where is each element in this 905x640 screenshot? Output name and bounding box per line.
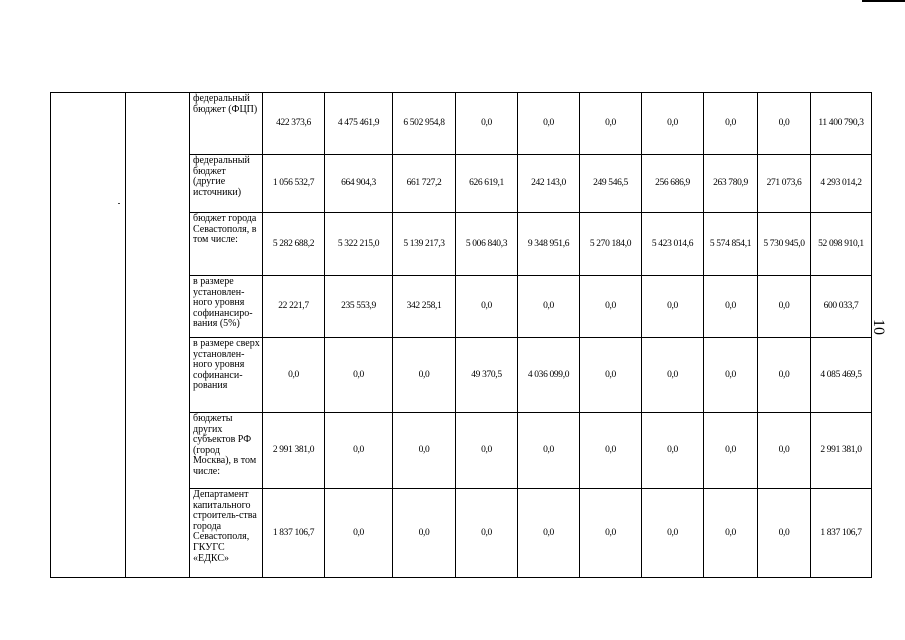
value-cell: 0,0 bbox=[393, 489, 456, 578]
value-cell: 271 073,6 bbox=[758, 155, 811, 213]
row-label: федеральный бюджет (другие источники) bbox=[190, 155, 263, 213]
value-cell: 0,0 bbox=[758, 93, 811, 155]
row-label: в размере сверх установлен-ного уровня софинанси-рования bbox=[190, 338, 263, 413]
value-cell: 0,0 bbox=[580, 276, 642, 338]
value-cell: 342 258,1 bbox=[393, 276, 456, 338]
row-total-cell: 4 293 014,2 bbox=[811, 155, 872, 213]
value-cell: 0,0 bbox=[642, 276, 704, 338]
value-cell: 5 270 184,0 bbox=[580, 213, 642, 276]
value-cell: 0,0 bbox=[263, 338, 325, 413]
value-cell: 0,0 bbox=[642, 338, 704, 413]
value-cell: 0,0 bbox=[580, 338, 642, 413]
row-total-cell: 4 085 469,5 bbox=[811, 338, 872, 413]
value-cell: 0,0 bbox=[325, 338, 393, 413]
value-cell: 0,0 bbox=[580, 413, 642, 489]
value-cell: 4 036 099,0 bbox=[518, 338, 580, 413]
value-cell: 422 373,6 bbox=[263, 93, 325, 155]
value-cell: 0,0 bbox=[393, 413, 456, 489]
row-total-cell: 52 098 910,1 bbox=[811, 213, 872, 276]
value-cell: 0,0 bbox=[642, 413, 704, 489]
value-cell: 249 546,5 bbox=[580, 155, 642, 213]
row-label: бюджеты других субъектов РФ (город Москва), в том числе: bbox=[190, 413, 263, 489]
value-cell: 0,0 bbox=[456, 489, 518, 578]
value-cell: 6 502 954,8 bbox=[393, 93, 456, 155]
value-cell: 0,0 bbox=[456, 413, 518, 489]
row-total-cell: 11 400 790,3 bbox=[811, 93, 872, 155]
row-total-cell: 2 991 381,0 bbox=[811, 413, 872, 489]
value-cell: 5 006 840,3 bbox=[456, 213, 518, 276]
value-cell: 235 553,9 bbox=[325, 276, 393, 338]
value-cell: 0,0 bbox=[704, 489, 758, 578]
value-cell: 5 139 217,3 bbox=[393, 213, 456, 276]
row-label: федеральный бюджет (ФЦП) bbox=[190, 93, 263, 155]
value-cell: 664 904,3 bbox=[325, 155, 393, 213]
row-total-cell: 600 033,7 bbox=[811, 276, 872, 338]
value-cell: 0,0 bbox=[758, 338, 811, 413]
value-cell: 22 221,7 bbox=[263, 276, 325, 338]
value-cell: 0,0 bbox=[758, 489, 811, 578]
value-cell: 0,0 bbox=[580, 489, 642, 578]
empty-column-a bbox=[51, 93, 126, 578]
table-body bbox=[51, 93, 872, 578]
row-label: Департамент капитального строитель-ства города Севастополя, ГКУГС «ЕДКС» bbox=[190, 489, 263, 578]
empty-column-b bbox=[126, 93, 190, 578]
value-cell: 661 727,2 bbox=[393, 155, 456, 213]
value-cell: 0,0 bbox=[758, 276, 811, 338]
value-cell: 0,0 bbox=[456, 93, 518, 155]
value-cell: 0,0 bbox=[518, 489, 580, 578]
value-cell: 0,0 bbox=[393, 338, 456, 413]
page-number: 10 bbox=[870, 319, 887, 335]
value-cell: 5 282 688,2 bbox=[263, 213, 325, 276]
value-cell: 0,0 bbox=[704, 338, 758, 413]
value-cell: 5 730 945,0 bbox=[758, 213, 811, 276]
value-cell: 626 619,1 bbox=[456, 155, 518, 213]
value-cell: 0,0 bbox=[642, 93, 704, 155]
row-label: бюджет города Севастополя, в том числе: bbox=[190, 213, 263, 276]
value-cell: 0,0 bbox=[325, 413, 393, 489]
value-cell: 0,0 bbox=[704, 93, 758, 155]
row-total-cell: 1 837 106,7 bbox=[811, 489, 872, 578]
value-cell: 5 322 215,0 bbox=[325, 213, 393, 276]
value-cell: 1 837 106,7 bbox=[263, 489, 325, 578]
value-cell: 0,0 bbox=[704, 413, 758, 489]
value-cell: 256 686,9 bbox=[642, 155, 704, 213]
value-cell: 242 143,0 bbox=[518, 155, 580, 213]
value-cell: 49 370,5 bbox=[456, 338, 518, 413]
value-cell: 5 574 854,1 bbox=[704, 213, 758, 276]
value-cell: 0,0 bbox=[325, 489, 393, 578]
value-cell: 4 475 461,9 bbox=[325, 93, 393, 155]
value-cell: 0,0 bbox=[580, 93, 642, 155]
value-cell: 0,0 bbox=[518, 276, 580, 338]
value-cell: 0,0 bbox=[704, 276, 758, 338]
value-cell: 0,0 bbox=[518, 93, 580, 155]
value-cell: 1 056 532,7 bbox=[263, 155, 325, 213]
value-cell: 5 423 014,6 bbox=[642, 213, 704, 276]
value-cell: 2 991 381,0 bbox=[263, 413, 325, 489]
value-cell: 0,0 bbox=[758, 413, 811, 489]
value-cell: 0,0 bbox=[456, 276, 518, 338]
row-label: в размере установлен-ного уровня софинансиро-вания (5%) bbox=[190, 276, 263, 338]
budget-table bbox=[50, 92, 872, 578]
value-cell: 9 348 951,6 bbox=[518, 213, 580, 276]
value-cell: 0,0 bbox=[518, 413, 580, 489]
value-cell: 0,0 bbox=[642, 489, 704, 578]
table-row bbox=[51, 93, 872, 155]
value-cell: 263 780,9 bbox=[704, 155, 758, 213]
top-edge-rule bbox=[862, 0, 905, 2]
